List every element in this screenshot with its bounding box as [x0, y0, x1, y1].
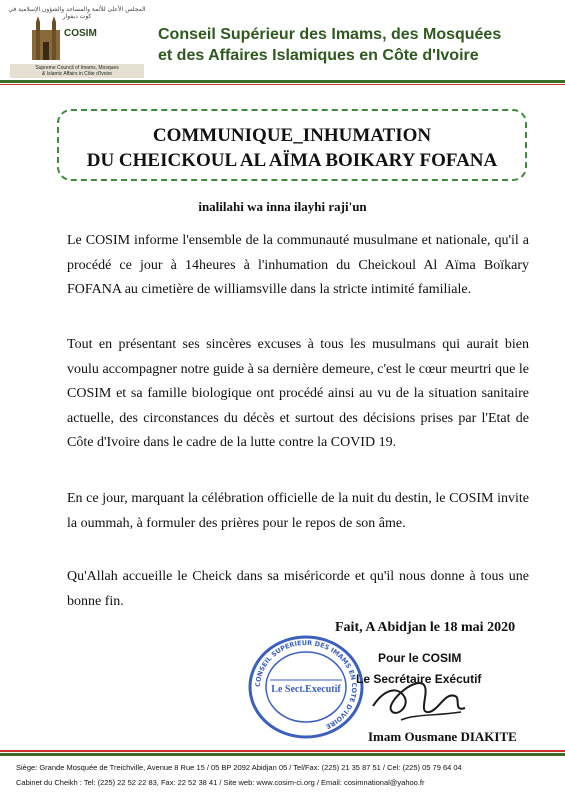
cosim-logo: [6, 6, 148, 80]
handwritten-signature-icon: [365, 668, 475, 728]
place-date: Fait, A Abidjan le 18 mai 2020: [335, 620, 516, 635]
footer-contact: Cabinet du Cheikh : Tel: (225) 22 52 22 83, Fax: 22 52 38 41 / Site web: www.cosim-ci.org / Email: cosimnational@yahoo.fr: [16, 778, 425, 787]
stamp-ring-text: CONSEIL SUPERIEUR DES IMAMS EN COTE D'IVOIRE: [253, 638, 359, 731]
footer-address: Siège: Grande Mosquée de Treichville, Avenue 8 Rue 15 / 05 BP 2092 Abidjan 05 / Tel/Fax: (225) 21 35 87 51 / Cel: (225) 05 79 64 04: [16, 763, 462, 772]
logo-caption-line1: Supreme Council of Imams, Mosques: [35, 65, 119, 71]
mosque-icon: [28, 12, 64, 62]
paragraph: Le COSIM informe l'ensemble de la communauté musulmane et nationale, qu'il a procédé ce jour à 14heures à l'inhumation du Cheickoul Al Aïma Boïkary FOFANA au cimetière de williamsville dans la stricte intimité familiale.: [67, 233, 529, 297]
logo-caption-line2: & Islamic Affairs in Côte d'Ivoire: [41, 71, 113, 77]
footer-rule-green: [0, 753, 565, 756]
communique-title-line1: COMMUNIQUE_INHUMATION: [152, 125, 432, 146]
signatory-name: Imam Ousmane DIAKITE: [368, 729, 517, 744]
paragraph: Tout en présentant ses sincères excuses à tous les musulmans qui aurait bien voulu accompagner notre guide à sa dernière demeure, c'est le cœur meurtri que le COSIM et sa famille biologique ont procédé ainsi au vu de la situation sanitaire actuelle, des circonstances du décès et surtout des décisions prises par l'Etat de Côte d'Ivoire dans le cadre de la lutte contre la COVID 19.: [67, 337, 529, 450]
paragraph: Qu'Allah accueille le Cheick dans sa miséricorde et qu'il nous donne à tous une bonne fin.: [67, 569, 529, 609]
communique-title-box: [57, 109, 527, 181]
organization-title: [158, 24, 562, 66]
paragraph: En ce jour, marquant la célébration officielle de la nuit du destin, le COSIM invite la oummah, à formuler des prières pour le repos de son âme.: [67, 491, 529, 531]
org-title-line2: et des Affaires Islamiques en Côte d'Ivoire: [158, 47, 479, 64]
signatory-role: Le Secrétaire Exécutif: [356, 672, 482, 686]
org-title-line1: Conseil Supérieur des Imams, des Mosquées: [158, 26, 502, 43]
header-rule-green: [0, 80, 565, 83]
stamp-center-text: Le Sect.Executif: [271, 684, 341, 695]
communique-title-line2: DU CHEICKOUL AL AÏMA BOIKARY FOFANA: [86, 150, 498, 171]
logo-arabic-text: المجلس الأعلى للأئمة والمساجد والشؤون الإسلامية في كوت ديفوار: [8, 6, 146, 20]
logo-caption: [10, 64, 144, 78]
logo-name: COSIM: [64, 28, 97, 39]
invocation: inalilahi wa inna ilayhi raji'un: [198, 199, 367, 214]
header-rule-red: [0, 84, 565, 85]
official-stamp-icon: [246, 632, 366, 742]
for-organization: Pour le COSIM: [378, 651, 462, 665]
footer-rule-red: [0, 750, 565, 752]
